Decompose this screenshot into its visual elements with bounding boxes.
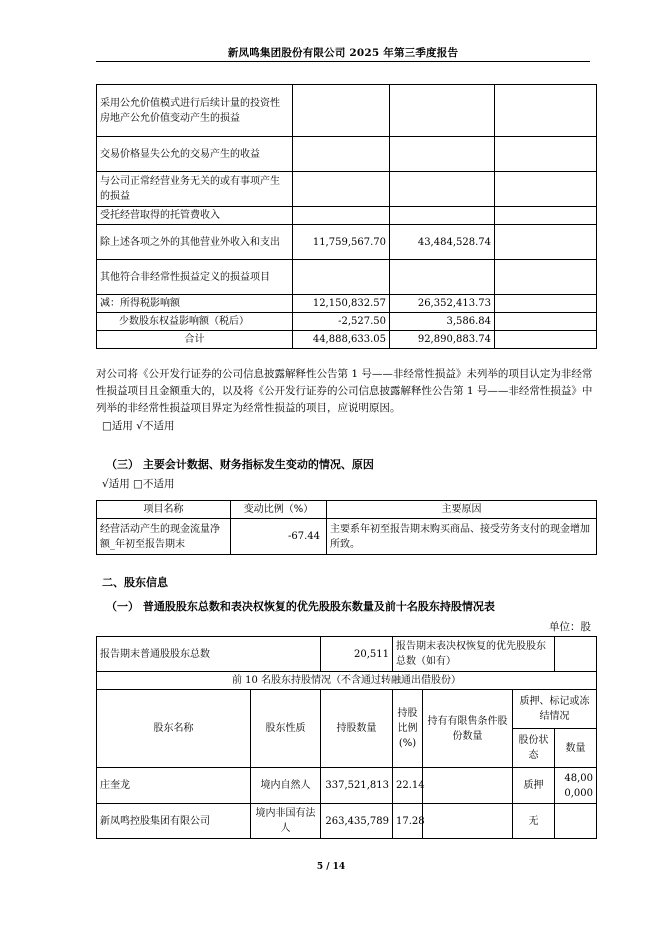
row-ytd: 26,352,413.73 xyxy=(390,295,495,313)
shareholders-section-title: 二、股东信息 xyxy=(102,576,168,589)
section-3-applicability: √适用 □不适用 xyxy=(102,478,175,490)
holder-restricted xyxy=(423,768,513,804)
preferred-holders-value xyxy=(555,637,597,672)
table-row xyxy=(97,85,597,137)
row-current xyxy=(293,260,390,295)
header-nature: 股东性质 xyxy=(251,690,321,768)
holder-name: 新凤鸣控股集团有限公司 xyxy=(97,804,251,839)
table-row xyxy=(97,313,597,331)
holder-ratio: 17.28 xyxy=(393,804,423,839)
row-ytd xyxy=(390,172,495,207)
row-current: 12,150,832.57 xyxy=(293,295,390,313)
header-restricted: 持有有限售条件股份数量 xyxy=(423,690,513,768)
holder-pledge-status: 质押 xyxy=(513,768,555,804)
explanation-paragraph: 对公司将《公开发行证券的公司信息披露解释性公告第 1 号——非经常性损益》未列举的项目认定为非经常性损益项目且金额重大的，以及将《公开发行证券的公司信息披露解释性公告第 1 号——非经常性损益》中列举的非经常性损益项目界定为经常性损益的项目，应说明原因。 xyxy=(96,368,593,414)
row-note xyxy=(495,137,597,172)
row-item: 少数股东权益影响额（税后） xyxy=(97,313,293,331)
header-ratio: 持股比例(%) xyxy=(393,690,423,768)
row-item: 合计 xyxy=(97,331,293,349)
holder-shares: 263,435,789 xyxy=(321,804,393,839)
row-note xyxy=(495,207,597,225)
row-ytd: 43,484,528.74 xyxy=(390,225,495,260)
header-item: 项目名称 xyxy=(97,501,231,519)
row-current xyxy=(293,172,390,207)
row-ytd xyxy=(390,85,495,137)
table-row xyxy=(97,137,597,172)
row-current xyxy=(293,207,390,225)
holder-shares: 337,521,813 xyxy=(321,768,393,804)
header-divider xyxy=(96,61,590,62)
row-item: 除上述各项之外的其他营业外收入和支出 xyxy=(97,225,293,260)
table-header-row xyxy=(97,690,597,729)
preferred-holders-label: 报告期末表决权恢复的优先股股东总数（如有） xyxy=(393,637,555,672)
table-row xyxy=(97,804,597,839)
table-header-row xyxy=(97,501,597,519)
table-row xyxy=(97,260,597,295)
header-pledge-status: 股份状态 xyxy=(513,729,555,768)
holder-pledge-status: 无 xyxy=(513,804,555,839)
table-row xyxy=(97,225,597,260)
row-note xyxy=(495,85,597,137)
row-ratio: -67.44 xyxy=(231,519,327,555)
table-row xyxy=(97,207,597,225)
table-row xyxy=(97,295,597,313)
header-name: 股东名称 xyxy=(97,690,251,768)
header-reason: 主要原因 xyxy=(327,501,597,519)
holder-restricted xyxy=(423,804,513,839)
section-3-title: （三） 主要会计数据、财务指标发生变动的情况、原因 xyxy=(106,458,374,471)
row-item: 其他符合非经常性损益定义的损益项目 xyxy=(97,260,293,295)
row-note xyxy=(495,260,597,295)
holder-pledge-qty xyxy=(555,804,597,839)
row-current: -2,527.50 xyxy=(293,313,390,331)
row-ytd: 3,586.84 xyxy=(390,313,495,331)
row-ytd xyxy=(390,137,495,172)
total-row xyxy=(97,637,597,672)
row-note xyxy=(495,225,597,260)
table-row-total xyxy=(97,331,597,349)
row-item: 经营活动产生的现金流量净额_年初至报告期末 xyxy=(97,519,231,555)
row-ytd: 92,890,883.74 xyxy=(390,331,495,349)
header-pledge: 质押、标记或冻结情况 xyxy=(513,690,597,729)
table-row xyxy=(97,519,597,555)
row-note xyxy=(495,313,597,331)
page-header-title: 新凤鸣集团股份有限公司 2025 年第三季度报告 xyxy=(227,47,459,59)
row-note xyxy=(495,331,597,349)
row-ytd xyxy=(390,260,495,295)
shareholder-table xyxy=(96,636,597,839)
row-item: 与公司正常经营业务无关的或有事项产生的损益 xyxy=(97,172,293,207)
nonrecurring-table xyxy=(96,84,597,349)
holder-ratio: 22.14 xyxy=(393,768,423,804)
shareholders-subtitle: （一） 普通股股东总数和表决权恢复的优先股股东数量及前十名股东持股情况表 xyxy=(106,600,495,613)
page-number: 5 / 14 xyxy=(316,862,346,872)
row-item: 采用公允价值模式进行后续计量的投资性房地产公允价值变动产生的损益 xyxy=(97,85,293,137)
table-row xyxy=(97,172,597,207)
row-current xyxy=(293,85,390,137)
row-item: 受托经营取得的托管费收入 xyxy=(97,207,293,225)
total-holders-label: 报告期末普通股股东总数 xyxy=(97,637,321,672)
holder-nature: 境内自然人 xyxy=(251,768,321,804)
row-reason: 主要系年初至报告期末购买商品、接受劳务支付的现金增加所致。 xyxy=(327,519,597,555)
row-current: 44,888,633.05 xyxy=(293,331,390,349)
unit-label: 单位：股 xyxy=(549,621,591,633)
row-item: 交易价格显失公允的交易产生的收益 xyxy=(97,137,293,172)
row-note xyxy=(495,295,597,313)
caption-row xyxy=(97,672,597,690)
row-ytd xyxy=(390,207,495,225)
change-table xyxy=(96,500,597,555)
row-note xyxy=(495,172,597,207)
holder-nature: 境内非国有法人 xyxy=(251,804,321,839)
total-holders-value: 20,511 xyxy=(321,637,393,672)
top10-caption: 前 10 名股东持股情况（不含通过转融通出借股份） xyxy=(97,672,597,690)
row-current: 11,759,567.70 xyxy=(293,225,390,260)
explanation-applicability: □适用 √不适用 xyxy=(102,420,175,432)
holder-pledge-qty: 48,000,000 xyxy=(555,768,597,804)
header-ratio: 变动比例（%） xyxy=(231,501,327,519)
holder-name: 庄奎龙 xyxy=(97,768,251,804)
header-shares: 持股数量 xyxy=(321,690,393,768)
row-item: 减：所得税影响额 xyxy=(97,295,293,313)
header-pledge-qty: 数量 xyxy=(555,729,597,768)
row-current xyxy=(293,137,390,172)
table-row xyxy=(97,768,597,804)
